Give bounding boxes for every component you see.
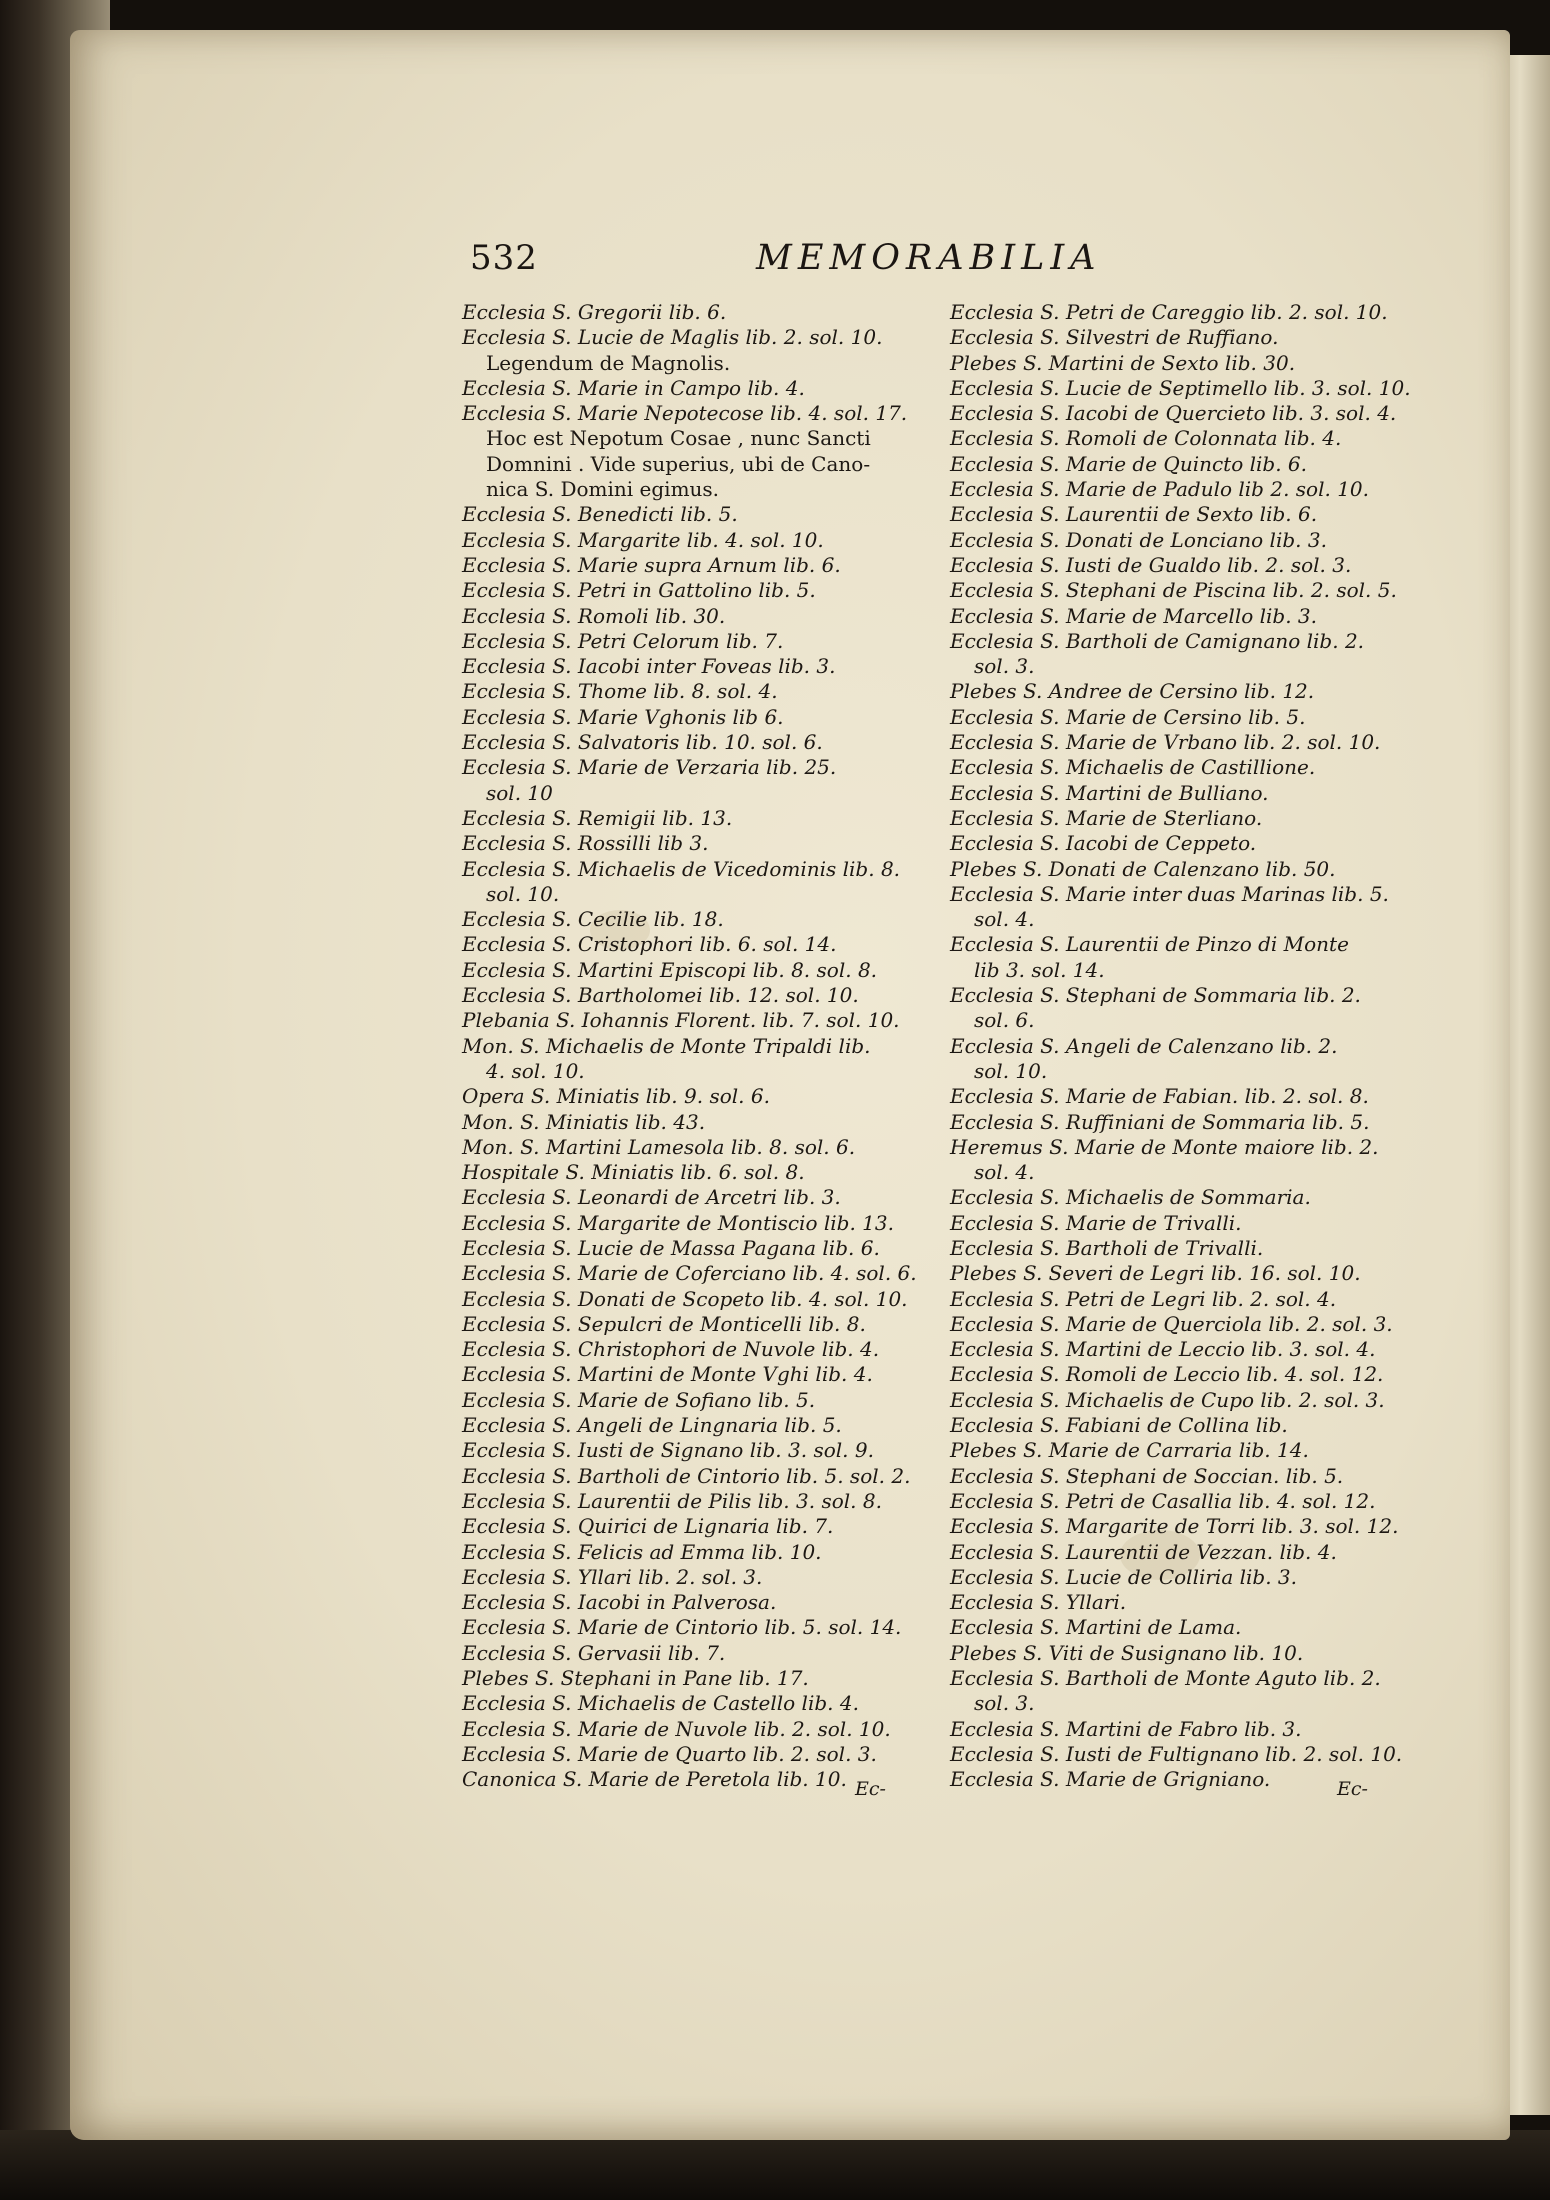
index-entry: Opera S. Miniatis lib. 9. sol. 6. bbox=[462, 1084, 770, 1109]
index-entry: Ecclesia S. Iacobi in Palverosa. bbox=[462, 1590, 777, 1615]
index-entry: Ecclesia S. Stephani de Soccian. lib. 5. bbox=[950, 1463, 1344, 1488]
index-entry: Ecclesia S. Stephani de Piscina lib. 2. sol. 5. bbox=[950, 578, 1397, 603]
index-entry: Ecclesia S. Angeli de Calenzano lib. 2. bbox=[950, 1033, 1338, 1058]
index-entry: Ecclesia S. Martini Episcopi lib. 8. sol. 8. bbox=[462, 957, 878, 982]
index-entry: Ecclesia S. Gregorii lib. 6. bbox=[462, 300, 727, 324]
index-entry: Ecclesia S. Lucie de Massa Pagana lib. 6. bbox=[462, 1235, 880, 1260]
index-entry: Ecclesia S. Marie de Verzaria lib. 25. bbox=[462, 755, 837, 780]
index-entry: Ecclesia S. Sepulcri de Monticelli lib. 8. bbox=[462, 1311, 866, 1336]
index-entry: Heremus S. Marie de Monte maiore lib. 2. bbox=[950, 1134, 1379, 1159]
index-entry: Ecclesia S. Marie in Campo lib. 4. bbox=[462, 375, 805, 400]
index-entry: Ecclesia S. Petri de Careggio lib. 2. sol. 10. bbox=[950, 300, 1388, 324]
index-entry: Hospitale S. Miniatis lib. 6. sol. 8. bbox=[462, 1160, 805, 1185]
index-entry: Plebes S. Stephani in Pane lib. 17. bbox=[462, 1666, 809, 1691]
index-entry: Plebes S. Donati de Calenzano lib. 50. bbox=[950, 856, 1336, 881]
index-entry: Ecclesia S. Silvestri de Ruffiano. bbox=[950, 325, 1279, 350]
index-entry: Ecclesia S. Lucie de Maglis lib. 2. sol. 10. bbox=[462, 325, 883, 350]
index-entry: Canonica S. Marie de Peretola lib. 10. bbox=[462, 1767, 847, 1792]
index-entry: Plebes S. Andree de Cersino lib. 12. bbox=[950, 679, 1315, 704]
index-entry: Ecclesia S. Romoli de Colonnata lib. 4. bbox=[950, 426, 1342, 451]
index-entry: Ecclesia S. Thome lib. 8. sol. 4. bbox=[462, 679, 778, 704]
index-entry: Ecclesia S. Romoli de Leccio lib. 4. sol. 12. bbox=[950, 1362, 1384, 1387]
index-entry: Ecclesia S. Petri Celorum lib. 7. bbox=[462, 628, 784, 653]
index-entry: Ecclesia S. Marie de Marcello lib. 3. bbox=[950, 603, 1318, 628]
index-entry: Ecclesia S. Iacobi de Ceppeto. bbox=[950, 831, 1257, 856]
running-title: MEMORABILIA bbox=[756, 238, 1102, 278]
index-entry: sol. 4. bbox=[974, 1160, 1035, 1185]
index-entry: Ecclesia S. Rossilli lib 3. bbox=[462, 831, 709, 856]
index-entry: Plebania S. Iohannis Florent. lib. 7. sol. 10. bbox=[462, 1008, 900, 1033]
index-entry: Legendum de Magnolis. bbox=[486, 350, 731, 375]
index-entry: sol. 3. bbox=[974, 654, 1035, 679]
index-entry: Ecclesia S. Martini de Fabro lib. 3. bbox=[950, 1716, 1302, 1741]
index-entry: Ecclesia S. Martini de Monte Vghi lib. 4. bbox=[462, 1362, 873, 1387]
index-entry: Ecclesia S. Cecilie lib. 18. bbox=[462, 907, 724, 932]
index-entry: Ecclesia S. Leonardi de Arcetri lib. 3. bbox=[462, 1185, 841, 1210]
index-entry: Ecclesia S. Marie de Vrbano lib. 2. sol. 10. bbox=[950, 730, 1381, 755]
index-entry: Ecclesia S. Marie de Padulo lib 2. sol. 10. bbox=[950, 477, 1370, 502]
index-entry: Ecclesia S. Bartholi de Camignano lib. 2. bbox=[950, 628, 1365, 653]
index-entry: Ecclesia S. Stephani de Sommaria lib. 2. bbox=[950, 983, 1361, 1008]
page-number: 532 bbox=[470, 238, 538, 278]
index-entry: Plebes S. Viti de Susignano lib. 10. bbox=[950, 1640, 1304, 1665]
index-entry: Ecclesia S. Christophori de Nuvole lib. 4. bbox=[462, 1337, 880, 1362]
index-entry: nica S. Domini egimus. bbox=[486, 477, 720, 502]
index-entry: sol. 10 bbox=[486, 780, 553, 805]
index-entry: Ecclesia S. Martini de Bulliano. bbox=[950, 780, 1269, 805]
index-entry: Ecclesia S. Romoli lib. 30. bbox=[462, 603, 726, 628]
index-entry: Ecclesia S. Iusti de Signano lib. 3. sol. 9. bbox=[462, 1438, 874, 1463]
index-entry: Ecclesia S. Laurentii de Pilis lib. 3. sol. 8. bbox=[462, 1488, 882, 1513]
index-entry: Ecclesia S. Ruffiniani de Sommaria lib. 5. bbox=[950, 1109, 1370, 1134]
index-entry: Mon. S. Martini Lamesola lib. 8. sol. 6. bbox=[462, 1134, 856, 1159]
index-entry: Ecclesia S. Marie de Nuvole lib. 2. sol. 10. bbox=[462, 1716, 891, 1741]
index-entry: Ecclesia S. Petri de Casallia lib. 4. sol. 12. bbox=[950, 1488, 1376, 1513]
index-entry: Ecclesia S. Benedicti lib. 5. bbox=[462, 502, 738, 527]
index-entry: Ecclesia S. Margarite de Montiscio lib. 13. bbox=[462, 1210, 894, 1235]
index-entry: Mon. S. Michaelis de Monte Tripaldi lib. bbox=[462, 1033, 871, 1058]
index-entry: Ecclesia S. Laurentii de Pinzo di Monte bbox=[950, 932, 1349, 957]
index-entry: Ecclesia S. Yllari. bbox=[950, 1590, 1127, 1615]
catchword-right: Ec- bbox=[1337, 1778, 1368, 1800]
index-entry: Ecclesia S. Marie de Cersino lib. 5. bbox=[950, 704, 1306, 729]
index-entry: Ecclesia S. Marie de Sofiano lib. 5. bbox=[462, 1387, 816, 1412]
index-entry: Ecclesia S. Petri in Gattolino lib. 5. bbox=[462, 578, 816, 603]
left-column bbox=[462, 300, 942, 1793]
index-entry: Ecclesia S. Iusti de Fultignano lib. 2. sol. 10. bbox=[950, 1741, 1403, 1766]
index-entry: Ecclesia S. Lucie de Colliria lib. 3. bbox=[950, 1564, 1297, 1589]
index-entry: Plebes S. Severi de Legri lib. 16. sol. 10. bbox=[950, 1261, 1361, 1286]
index-entry: Ecclesia S. Michaelis de Sommaria. bbox=[950, 1185, 1311, 1210]
index-entry: Ecclesia S. Margarite de Torri lib. 3. sol. 12. bbox=[950, 1514, 1399, 1539]
index-entry: Ecclesia S. Marie de Quincto lib. 6. bbox=[950, 451, 1308, 476]
index-entry: Ecclesia S. Fabiani de Collina lib. bbox=[950, 1413, 1288, 1438]
index-entry: Ecclesia S. Marie de Grigniano. bbox=[950, 1767, 1271, 1792]
index-entry: Mon. S. Miniatis lib. 43. bbox=[462, 1109, 706, 1134]
index-entry: Ecclesia S. Michaelis de Castillione. bbox=[950, 755, 1316, 780]
index-entry: Ecclesia S. Donati de Scopeto lib. 4. sol. 10. bbox=[462, 1286, 908, 1311]
index-entry: Ecclesia S. Marie de Quarto lib. 2. sol. 3. bbox=[462, 1741, 877, 1766]
index-entry: Ecclesia S. Michaelis de Vicedominis lib. 8. bbox=[462, 856, 901, 881]
index-entry: sol. 6. bbox=[974, 1008, 1035, 1033]
index-entry: Ecclesia S. Marie Vghonis lib 6. bbox=[462, 704, 784, 729]
right-column bbox=[950, 300, 1415, 1793]
index-entry: Ecclesia S. Iacobi inter Foveas lib. 3. bbox=[462, 654, 836, 679]
index-entry: Ecclesia S. Laurentii de Vezzan. lib. 4. bbox=[950, 1539, 1337, 1564]
index-entry: Domnini . Vide superius, ubi de Cano- bbox=[486, 451, 871, 476]
page-header bbox=[470, 238, 1430, 288]
index-entry: Hoc est Nepotum Cosae , nunc Sancti bbox=[486, 426, 871, 451]
index-entry: Ecclesia S. Marie de Querciola lib. 2. sol. 3. bbox=[950, 1311, 1393, 1336]
index-entry: lib 3. sol. 14. bbox=[974, 957, 1105, 982]
index-entry: Ecclesia S. Margarite lib. 4. sol. 10. bbox=[462, 527, 824, 552]
index-entry: Ecclesia S. Lucie de Septimello lib. 3. sol. 10. bbox=[950, 375, 1411, 400]
index-entry: Ecclesia S. Yllari lib. 2. sol. 3. bbox=[462, 1564, 763, 1589]
index-entry: Ecclesia S. Marie de Fabian. lib. 2. sol. 8. bbox=[950, 1084, 1369, 1109]
index-entry: Ecclesia S. Michaelis de Cupo lib. 2. sol. 3. bbox=[950, 1387, 1385, 1412]
index-entry: sol. 10. bbox=[974, 1058, 1048, 1083]
index-entry: Ecclesia S. Michaelis de Castello lib. 4. bbox=[462, 1691, 859, 1716]
index-entry: Plebes S. Marie de Carraria lib. 14. bbox=[950, 1438, 1309, 1463]
index-entry: Ecclesia S. Remigii lib. 13. bbox=[462, 805, 733, 830]
index-entry: sol. 4. bbox=[974, 907, 1035, 932]
index-entry: Ecclesia S. Marie inter duas Marinas lib. 5. bbox=[950, 881, 1389, 906]
index-entry: Ecclesia S. Marie supra Arnum lib. 6. bbox=[462, 552, 841, 577]
index-entry: 4. sol. 10. bbox=[486, 1058, 585, 1083]
index-entry: Ecclesia S. Cristophori lib. 6. sol. 14. bbox=[462, 932, 837, 957]
index-entry: Ecclesia S. Iusti de Gualdo lib. 2. sol. 3. bbox=[950, 552, 1352, 577]
index-entry: Ecclesia S. Quirici de Lignaria lib. 7. bbox=[462, 1514, 834, 1539]
index-entry: sol. 3. bbox=[974, 1691, 1035, 1716]
index-entry: Ecclesia S. Donati de Lonciano lib. 3. bbox=[950, 527, 1327, 552]
index-entry: Ecclesia S. Marie Nepotecose lib. 4. sol. 17. bbox=[462, 401, 908, 426]
index-entry: Ecclesia S. Martini de Leccio lib. 3. sol. 4. bbox=[950, 1337, 1376, 1362]
catchword-left: Ec- bbox=[855, 1778, 886, 1800]
index-entry: Ecclesia S. Marie de Cintorio lib. 5. sol. 14. bbox=[462, 1615, 902, 1640]
index-entry: Ecclesia S. Laurentii de Sexto lib. 6. bbox=[950, 502, 1318, 527]
index-entry: Ecclesia S. Bartholi de Trivalli. bbox=[950, 1235, 1264, 1260]
index-entry: Ecclesia S. Iacobi de Quercieto lib. 3. sol. 4. bbox=[950, 401, 1397, 426]
index-entry: Ecclesia S. Marie de Sterliano. bbox=[950, 805, 1263, 830]
index-entry: Ecclesia S. Bartholi de Monte Aguto lib. 2. bbox=[950, 1666, 1381, 1691]
index-entry: Ecclesia S. Marie de Coferciano lib. 4. sol. 6. bbox=[462, 1261, 917, 1286]
index-entry: Ecclesia S. Bartholomei lib. 12. sol. 10. bbox=[462, 983, 859, 1008]
index-entry: Ecclesia S. Felicis ad Emma lib. 10. bbox=[462, 1539, 822, 1564]
index-entry: Ecclesia S. Gervasii lib. 7. bbox=[462, 1640, 726, 1665]
index-entry: Ecclesia S. Bartholi de Cintorio lib. 5. sol. 2. bbox=[462, 1463, 911, 1488]
index-entry: Plebes S. Martini de Sexto lib. 30. bbox=[950, 350, 1296, 375]
index-entry: Ecclesia S. Salvatoris lib. 10. sol. 6. bbox=[462, 730, 823, 755]
index-entry: sol. 10. bbox=[486, 881, 560, 906]
index-entry: Ecclesia S. Petri de Legri lib. 2. sol. 4. bbox=[950, 1286, 1337, 1311]
index-entry: Ecclesia S. Marie de Trivalli. bbox=[950, 1210, 1242, 1235]
book-shadow bbox=[0, 2130, 1550, 2200]
index-entry: Ecclesia S. Martini de Lama. bbox=[950, 1615, 1242, 1640]
index-entry: Ecclesia S. Angeli de Lingnaria lib. 5. bbox=[462, 1413, 842, 1438]
